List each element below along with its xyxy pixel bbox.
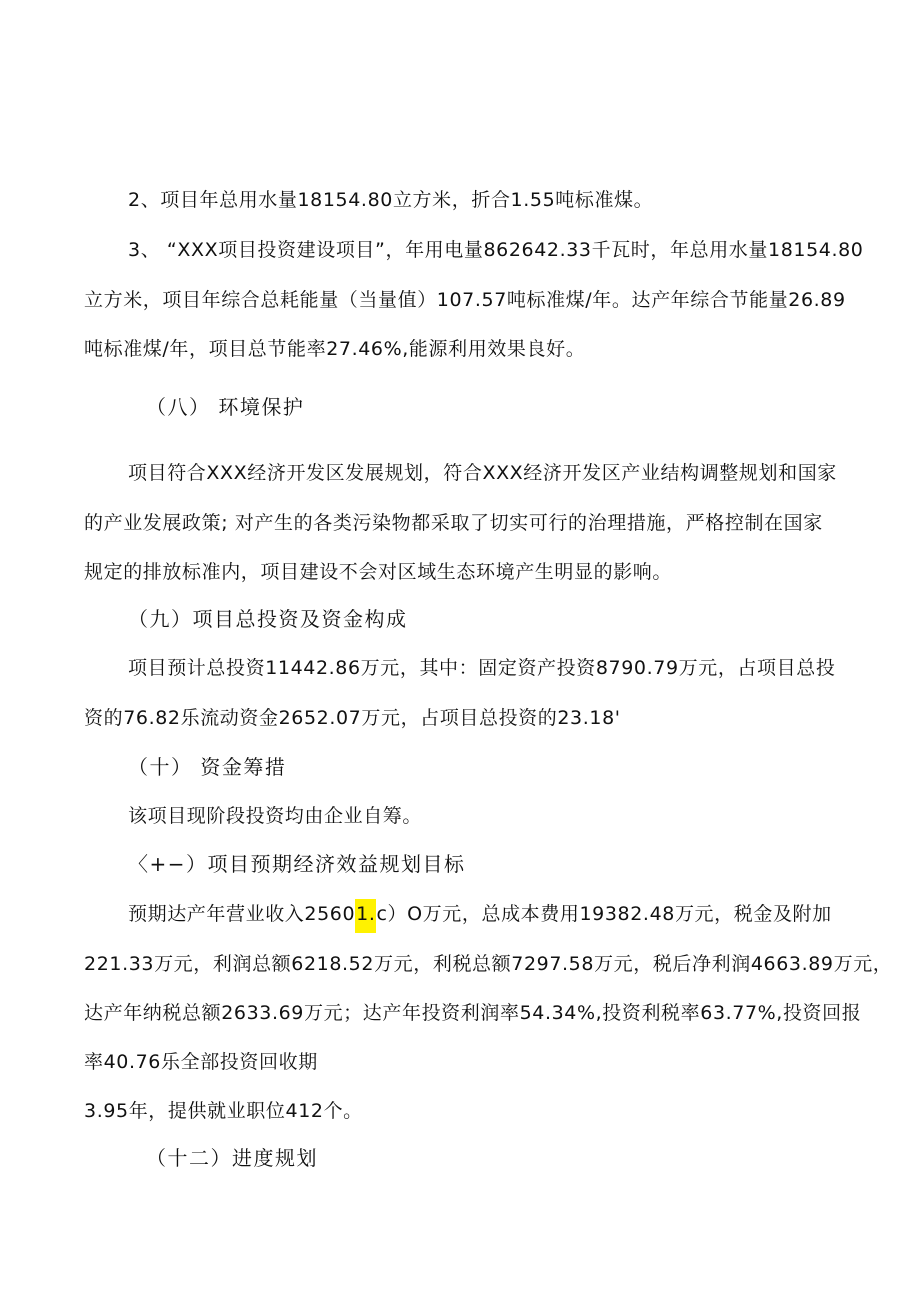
section-heading-environment: （八） 环境保护 [146, 395, 305, 419]
section-heading-investment: （九）项目总投资及资金构成 [128, 607, 408, 631]
energy-item-3-line-2: 立方米，项目年综合总耗能量（当量值）107.57吨标准煤/年。达产年综合节能量26.89 [84, 289, 846, 311]
benefit-para-line-4: 率40.76乐全部投资回收期 [84, 1051, 318, 1073]
environment-para-line-1: 项目符合XXX经济开发区发展规划，符合XXX经济开发区产业结构调整规划和国家 [128, 462, 837, 484]
benefit-para-line-1 [128, 900, 832, 928]
highlighted-text: 1. [355, 899, 376, 933]
environment-para-line-2: 的产业发展政策; 对产生的各类污染物都采取了切实可行的治理措施，严格控制在国家 [84, 512, 823, 534]
energy-item-3-line-1: 3、 “XXX项目投资建设项目”，年用电量862642.33千瓦时，年总用水量18154.80 [128, 239, 864, 261]
environment-para-line-3: 规定的排放标准内，项目建设不会对区域生态环境产生明显的影响。 [84, 561, 673, 583]
investment-para-line-2: 资的76.82乐流动资金2652.07万元，占项目总投资的23.18' [84, 707, 621, 729]
funding-para: 该项目现阶段投资均由企业自筹。 [128, 805, 423, 827]
investment-para-line-1: 项目预计总投资11442.86万元，其中：固定资产投资8790.79万元，占项目总投 [128, 657, 836, 679]
benefit-para-line-2: 221.33万元，利润总额6218.52万元，利税总额7297.58万元，税后净利润4663.89万元， [84, 953, 893, 975]
energy-item-3-line-3: 吨标准煤/年，项目总节能率27.46%,能源利用效果良好。 [84, 338, 586, 360]
section-heading-schedule: （十二）进度规划 [146, 1146, 318, 1170]
section-heading-benefit: 〈+−）项目预期经济效益规划目标 [128, 852, 466, 876]
benefit-para-line-5: 3.95年，提供就业职位412个。 [84, 1100, 363, 1122]
section-heading-funding: （十） 资金筹措 [128, 755, 287, 779]
benefit-para-line-3: 达产年纳税总额2633.69万元；达产年投资利润率54.34%,投资利税率63.77%,投资回报 [84, 1002, 862, 1024]
benefit-line-1-end: c）O万元，总成本费用19382.48万元，税金及附加 [376, 903, 832, 925]
energy-item-2: 2、项目年总用水量18154.80立方米，折合1.55吨标准煤。 [128, 189, 654, 211]
benefit-line-1-start: 预期达产年营业收入2560 [128, 903, 356, 925]
